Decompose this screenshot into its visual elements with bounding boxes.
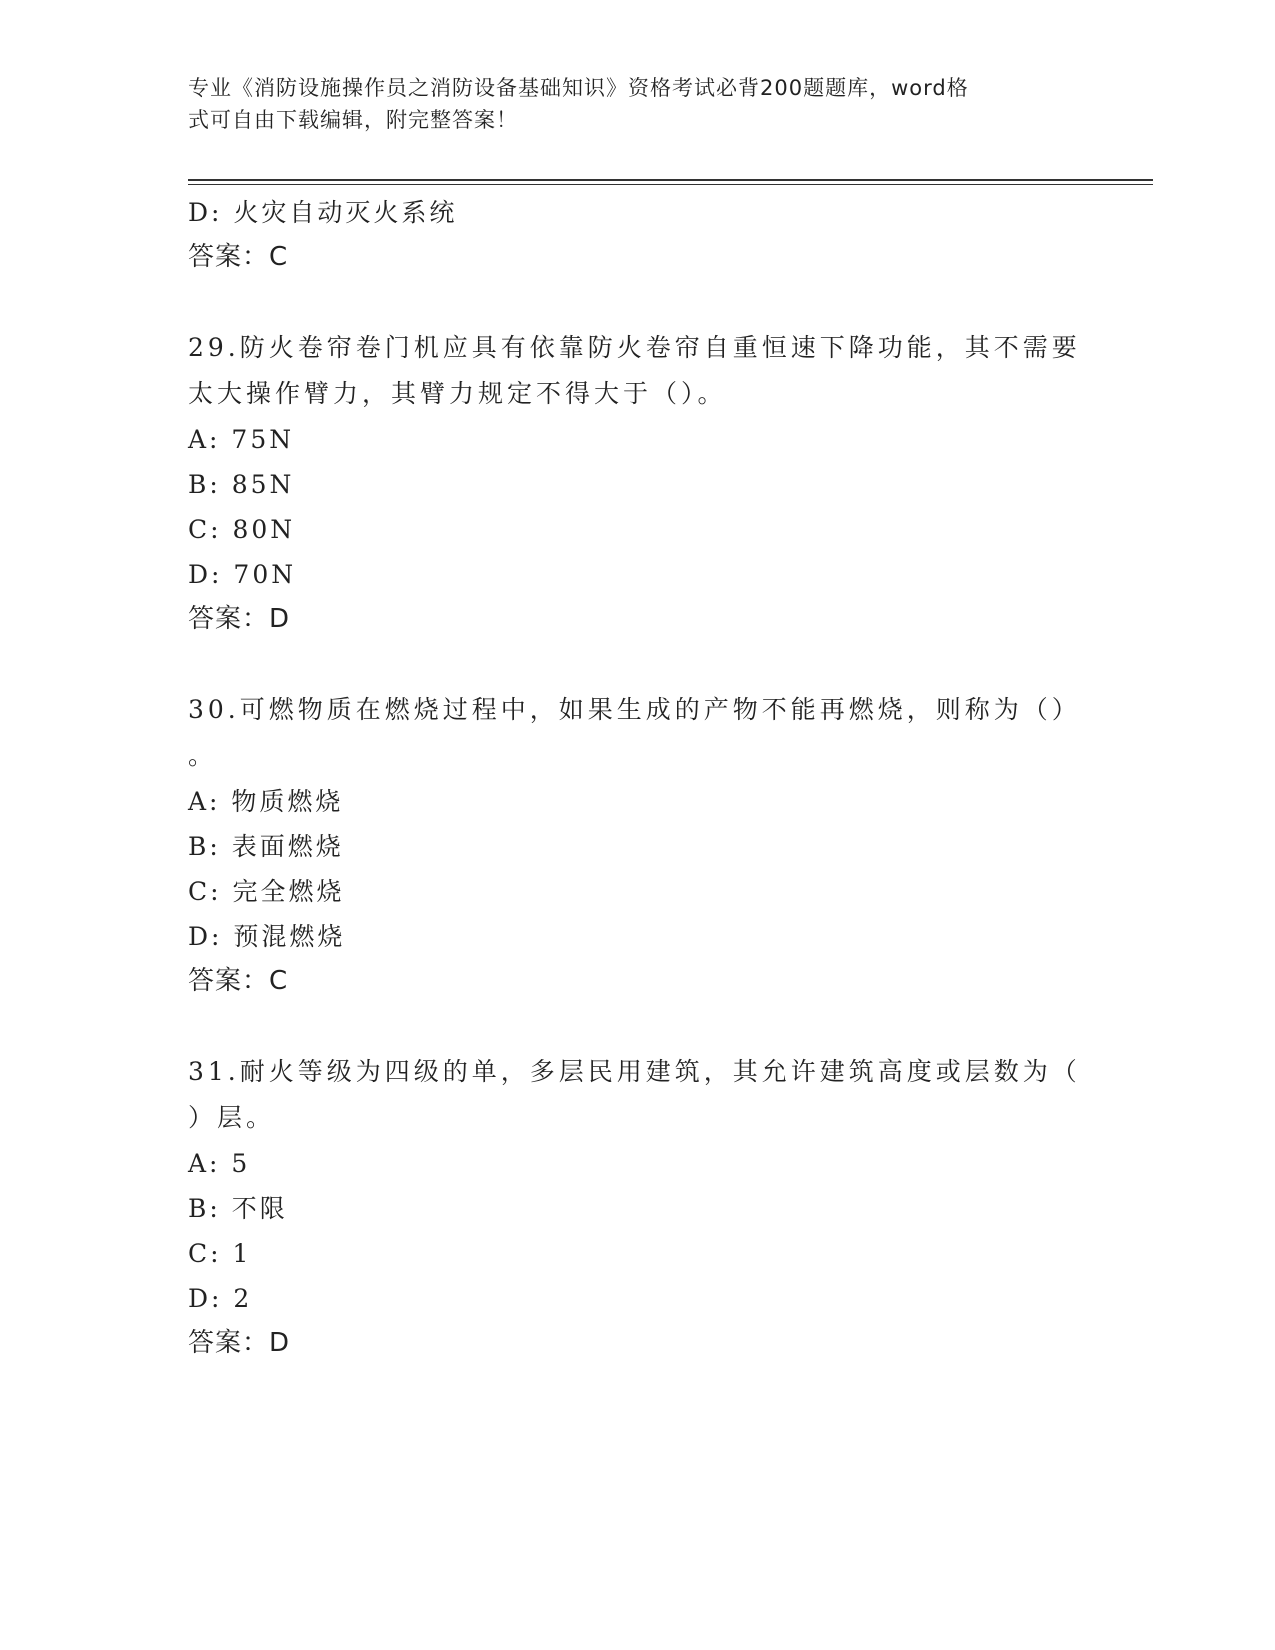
header-rule-thick: [188, 179, 1153, 181]
spacer: [188, 642, 1088, 687]
option-a: A: 75N: [188, 425, 295, 454]
answer: 答案：D: [188, 1328, 291, 1358]
option-a: A: 物质燃烧: [188, 787, 344, 816]
option-c: C: 80N: [188, 515, 296, 544]
option-d: D: 2: [188, 1284, 253, 1313]
question-text-line-2: 。: [188, 741, 218, 770]
question-31: [188, 1049, 1088, 1366]
option-b: B: 85N: [188, 470, 295, 499]
option-b: B: 不限: [188, 1194, 288, 1223]
header-rule-thin: [188, 184, 1153, 185]
document-header: [188, 72, 1068, 136]
question-text-line-1: 29.防火卷帘卷门机应具有依靠防火卷帘自重恒速下降功能，其不需要: [188, 333, 1081, 362]
option-d: D: 火灾自动灭火系统: [188, 198, 458, 227]
option-c: C: 完全燃烧: [188, 877, 345, 906]
option-d: D: 70N: [188, 560, 297, 589]
spacer: [188, 280, 1088, 325]
question-29: [188, 325, 1088, 642]
answer: 答案：C: [188, 966, 289, 996]
spacer: [188, 1004, 1088, 1049]
option-a: A: 5: [188, 1149, 251, 1178]
option-c: C: 1: [188, 1239, 252, 1268]
answer: 答案：C: [188, 242, 289, 272]
question-text-line-1: 30.可燃物质在燃烧过程中，如果生成的产物不能再燃烧，则称为（）: [188, 695, 1081, 724]
question-text-line-2: 太大操作臂力，其臂力规定不得大于（）。: [188, 379, 727, 408]
answer: 答案：D: [188, 604, 291, 634]
option-d: D: 预混燃烧: [188, 922, 346, 951]
question-text-line-2: ）层。: [188, 1103, 276, 1132]
header-line-1: 专业《消防设施操作员之消防设备基础知识》资格考试必背200题题库，word格: [188, 76, 969, 100]
question-30: [188, 687, 1088, 1004]
option-b: B: 表面燃烧: [188, 832, 344, 861]
question-content: [188, 190, 1088, 1366]
header-line-2: 式可自由下载编辑，附完整答案！: [188, 108, 518, 132]
question-text-line-1: 31.耐火等级为四级的单，多层民用建筑，其允许建筑高度或层数为（: [188, 1057, 1081, 1086]
